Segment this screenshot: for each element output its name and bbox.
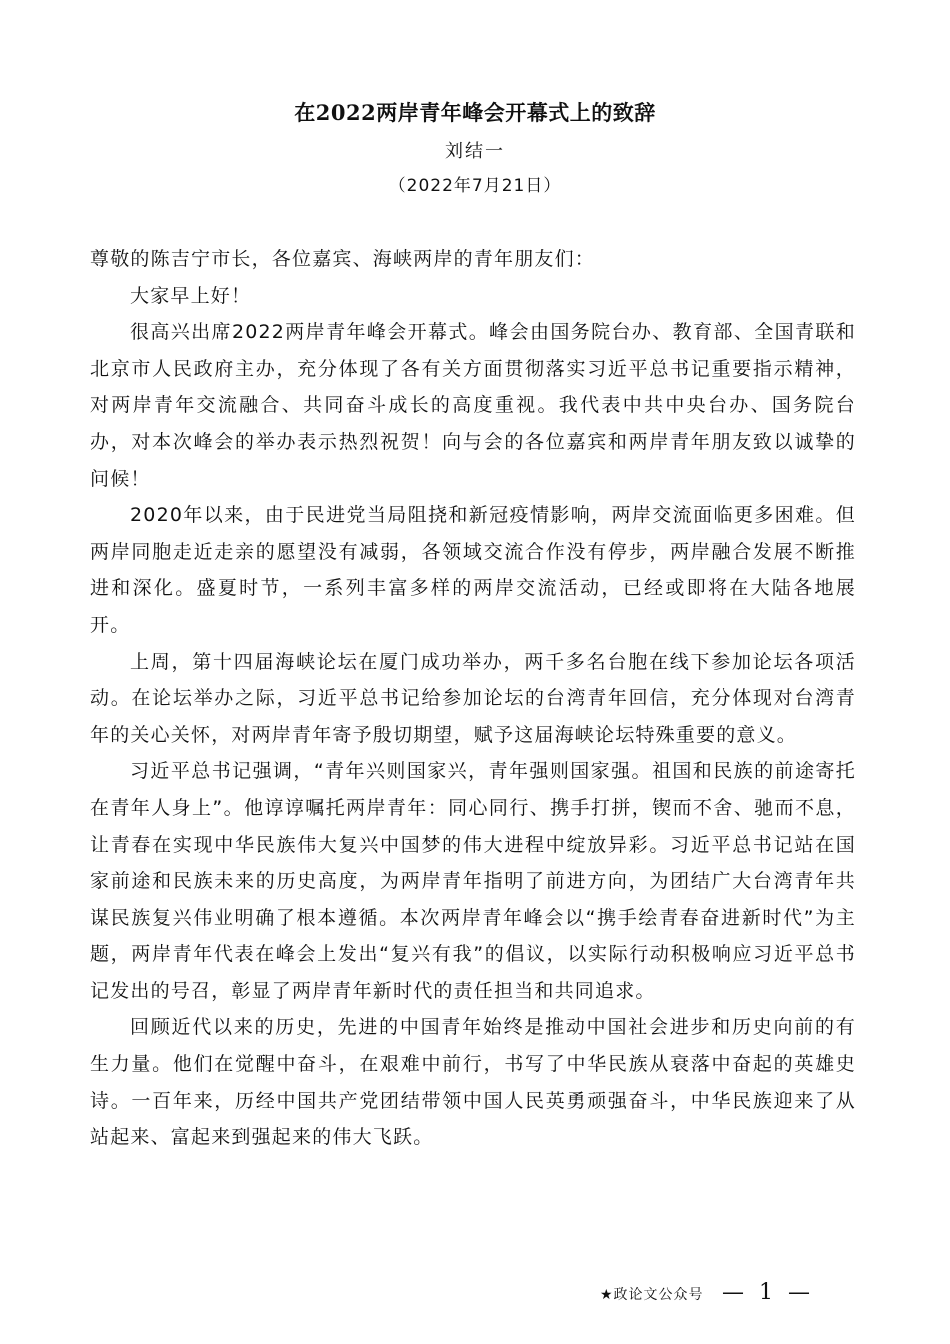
page-footer	[600, 1278, 860, 1308]
paragraph: 2020年以来，由于民进党当局阻挠和新冠疫情影响，两岸交流面临更多困难。但两岸同胞走近走亲的愿望没有减弱，各领域交流合作没有停步，两岸融合发展不断推进和深化。盛夏时节，一系列丰富多样的两岸交流活动，已经或即将在大陆各地展开。	[90, 504, 856, 636]
page-number: — 1 —	[722, 1280, 814, 1305]
document-title: 在2022两岸青年峰会开幕式上的致辞	[294, 100, 656, 125]
paragraph: 上周，第十四届海峡论坛在厦门成功举办，两千多名台胞在线下参加论坛各项活动。在论坛举办之际，习近平总书记给参加论坛的台湾青年回信，充分体现对台湾青年的关心关怀，对两岸青年寄予殷切期望，赋予这届海峡论坛特殊重要的意义。	[90, 650, 856, 746]
speech-date: （2022年7月21日）	[388, 176, 562, 196]
salutation: 尊敬的陈吉宁市长，各位嘉宾、海峡两岸的青年朋友们：	[90, 248, 596, 270]
paragraph: 很高兴出席2022两岸青年峰会开幕式。峰会由国务院台办、教育部、全国青联和北京市人民政府主办，充分体现了各有关方面贯彻落实习近平总书记重要指示精神，对两岸青年交流融合、共同奋斗成长的高度重视。我代表中共中央台办、国务院台办，对本次峰会的举办表示热烈祝贺！向与会的各位嘉宾和两岸青年朋友致以诚挚的问候！	[90, 321, 856, 490]
footer-source: ★政论文公众号	[600, 1287, 704, 1303]
author-name: 刘结一	[445, 141, 505, 162]
paragraph-greeting: 大家早上好！	[130, 284, 252, 307]
paragraph: 回顾近代以来的历史，先进的中国青年始终是推动中国社会进步和历史向前的有生力量。他们在觉醒中奋斗，在艰难中前行，书写了中华民族从衰落中奋起的英雄史诗。一百年来，历经中国共产党团结带领中国人民英勇顽强奋斗，中华民族迎来了从站起来、富起来到强起来的伟大飞跃。	[90, 1016, 856, 1149]
paragraph: 习近平总书记强调，“青年兴则国家兴，青年强则国家强。祖国和民族的前途寄托在青年人身上”。他谆谆嘱托两岸青年：同心同行、携手打拼，锲而不舍、驰而不息，让青春在实现中华民族伟大复兴中国梦的伟大进程中绽放异彩。习近平总书记站在国家前途和民族未来的历史高度，为两岸青年指明了前进方向，为团结广大台湾青年共谋民族复兴伟业明确了根本遵循。本次两岸青年峰会以“携手绘青春奋进新时代”为主题，两岸青年代表在峰会上发出“复兴有我”的倡议，以实际行动积极响应习近平总书记发出的号召，彰显了两岸青年新时代的责任担当和共同追求。	[90, 760, 856, 1002]
document-body	[90, 241, 856, 1156]
